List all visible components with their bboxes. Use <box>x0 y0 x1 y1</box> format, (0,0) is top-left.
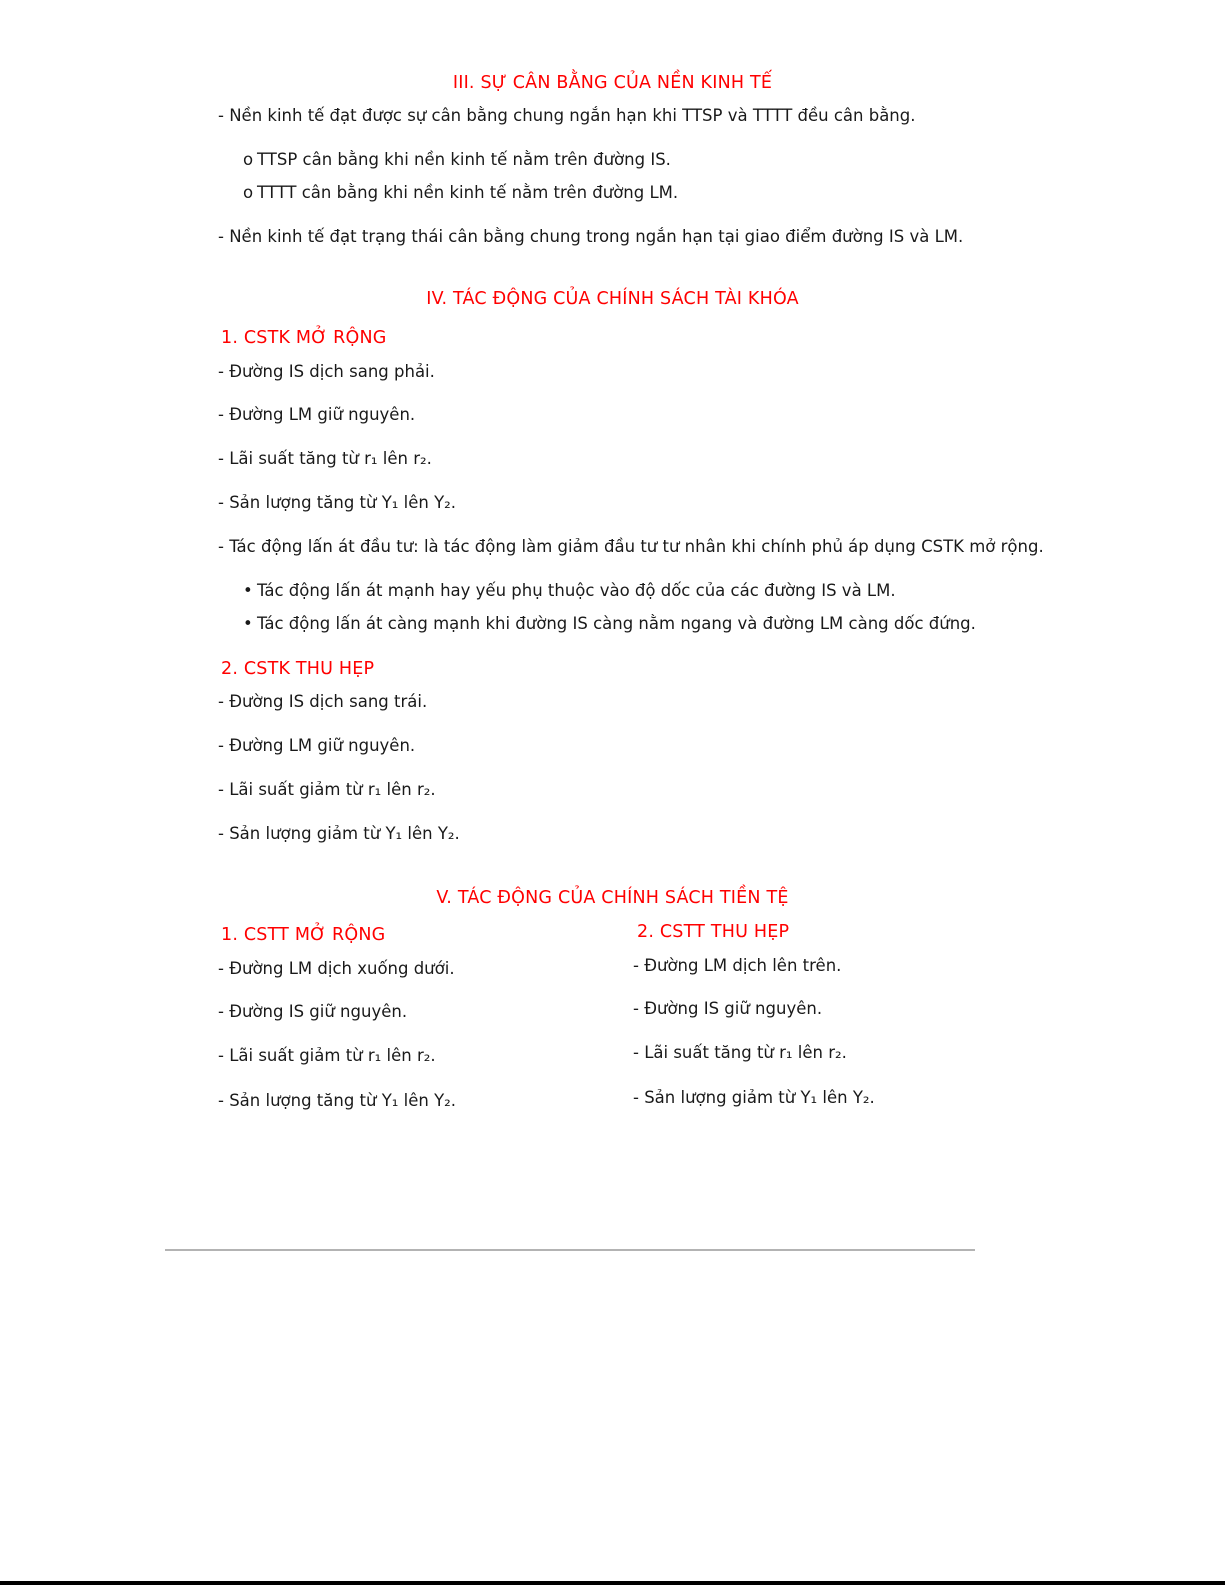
section4-bullet <box>243 614 976 634</box>
section4-sub1-title: 1. CSTK MỞ RỘNG <box>221 328 387 348</box>
section3-sub2 <box>243 183 678 203</box>
section5-title: V. TÁC ĐỘNG CỦA CHÍNH SÁCH TIỀN TỆ <box>436 888 789 908</box>
section5-right-item: - Lãi suất tăng từ r₁ lên r₂. <box>633 1043 847 1062</box>
section5-right-item: - Đường IS giữ nguyên. <box>633 999 823 1018</box>
section4-sub1-item: - Lãi suất tăng từ r₁ lên r₂. <box>218 449 432 468</box>
circle-bullet-icon: o <box>243 183 254 202</box>
section4-sub2-title: 2. CSTK THU HẸP <box>221 659 375 679</box>
section3-sub1-text: TTSP cân bằng khi nền kinh tế nằm trên đường IS. <box>257 150 671 169</box>
section4-bullet-text: Tác động lấn át càng mạnh khi đường IS càng nằm ngang và đường LM càng dốc đứng. <box>257 614 976 633</box>
section3-title: III. SỰ CÂN BẰNG CỦA NỀN KINH TẾ <box>452 73 773 93</box>
section5-left-item: - Đường IS giữ nguyên. <box>218 1002 408 1021</box>
dot-bullet-icon: • <box>243 614 253 633</box>
section4-sub1-item: - Đường IS dịch sang phải. <box>218 362 435 381</box>
section5-right-title: 2. CSTT THU HẸP <box>637 922 790 942</box>
section4-sub2-item: - Lãi suất giảm từ r₁ lên r₂. <box>218 780 436 799</box>
section4-bullet-text: Tác động lấn át mạnh hay yếu phụ thuộc vào độ dốc của các đường IS và LM. <box>257 581 896 600</box>
section3-sub1 <box>243 150 671 170</box>
section5-left-item: - Sản lượng tăng từ Y₁ lên Y₂. <box>218 1091 457 1110</box>
section5-left-item: - Đường LM dịch xuống dưới. <box>218 959 455 978</box>
section4-sub2-item: - Sản lượng giảm từ Y₁ lên Y₂. <box>218 824 460 843</box>
section4-sub2-item: - Đường IS dịch sang trái. <box>218 692 428 711</box>
section4-title: IV. TÁC ĐỘNG CỦA CHÍNH SÁCH TÀI KHÓA <box>426 289 799 309</box>
bottom-edge-bar <box>0 1581 1225 1585</box>
section5-left-title: 1. CSTT MỞ RỘNG <box>221 925 386 945</box>
section4-sub1-item: - Đường LM giữ nguyên. <box>218 405 416 424</box>
section5-right-item: - Đường LM dịch lên trên. <box>633 956 842 975</box>
section3-line1: - Nền kinh tế đạt được sự cân bằng chung ngắn hạn khi TTSP và TTTT đều cân bằng. <box>218 106 916 125</box>
section5-left-item: - Lãi suất giảm từ r₁ lên r₂. <box>218 1046 436 1065</box>
footer-divider <box>165 1249 975 1251</box>
circle-bullet-icon: o <box>243 150 254 169</box>
section4-sub2-item: - Đường LM giữ nguyên. <box>218 736 416 755</box>
section5-right-item: - Sản lượng giảm từ Y₁ lên Y₂. <box>633 1088 875 1107</box>
dot-bullet-icon: • <box>243 581 253 600</box>
section4-sub1-item: - Sản lượng tăng từ Y₁ lên Y₂. <box>218 493 457 512</box>
section4-bullet <box>243 581 896 601</box>
section3-line2: - Nền kinh tế đạt trạng thái cân bằng chung trong ngắn hạn tại giao điểm đường IS và LM. <box>218 227 964 246</box>
section4-sub1-item: - Tác động lấn át đầu tư: là tác động làm giảm đầu tư tư nhân khi chính phủ áp dụng CSTK mở rộng. <box>218 537 1044 556</box>
section3-sub2-text: TTTT cân bằng khi nền kinh tế nằm trên đường LM. <box>257 183 679 202</box>
